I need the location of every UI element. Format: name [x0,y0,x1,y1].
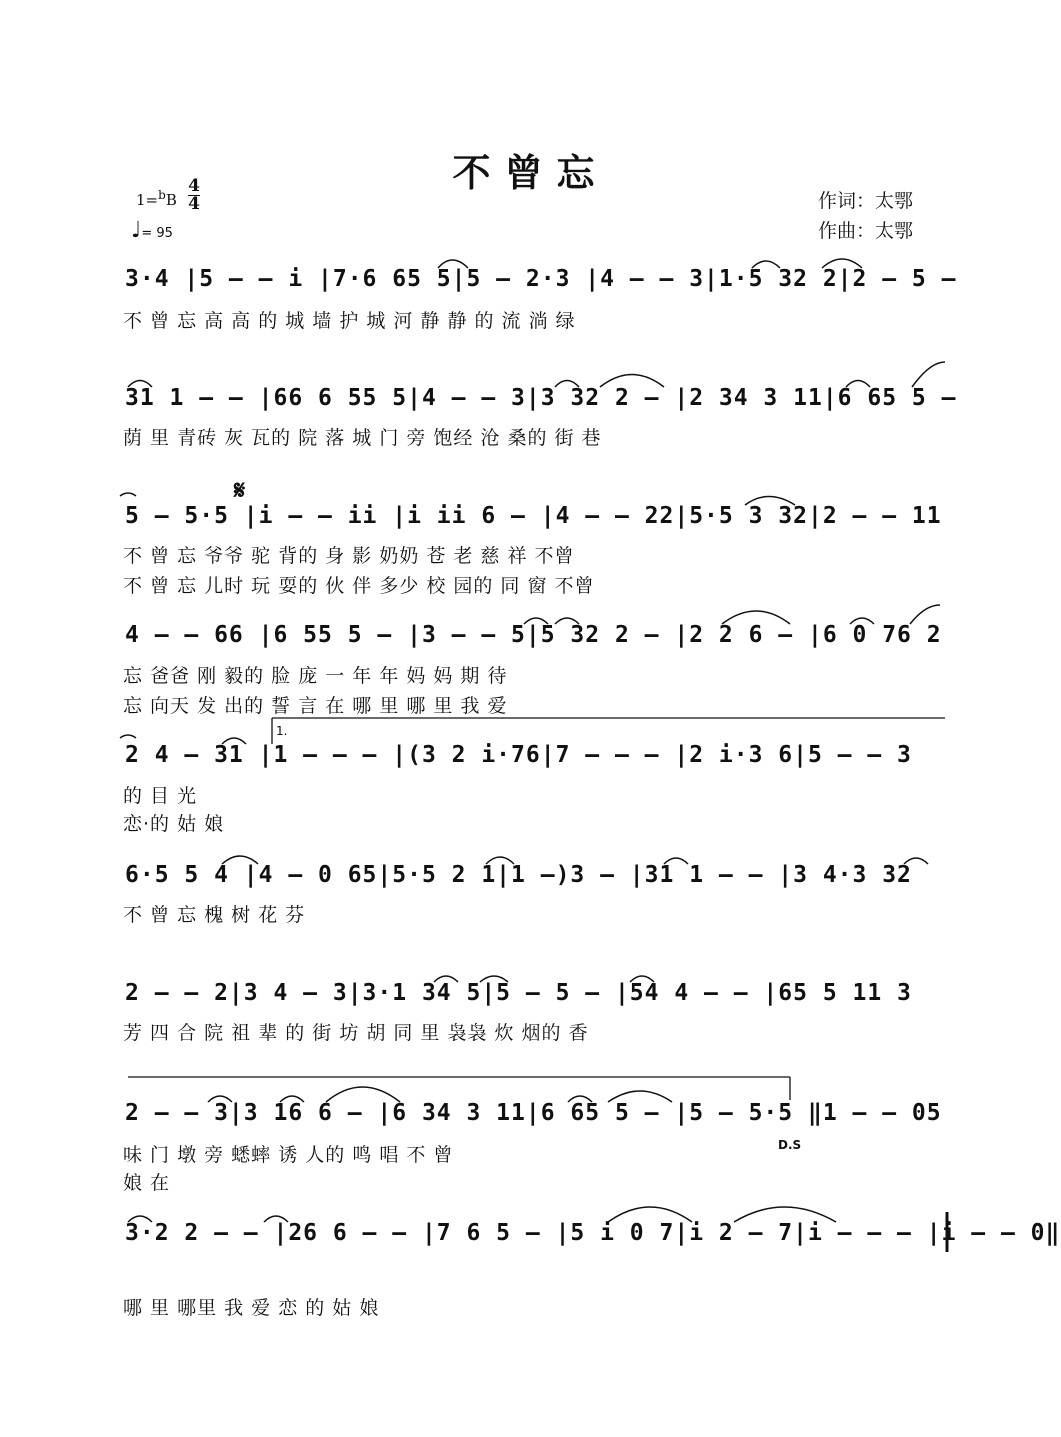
notation-row-1: 3·4 |5 – – i |7·6 65 5|5 – 2·3 |4 – – 3|1·5 32 2|2 – 5 – [125,266,957,292]
volta-number: 1. [276,724,288,738]
tempo-marking [131,218,173,243]
time-sig-bottom: 4 [188,194,200,214]
song-title: 不曾忘 [452,150,609,195]
key-signature [136,188,177,209]
notation-row-5: 2 4 – 31 |1 – – – |(3 2 i·76|7 – – – |2 i·3 6|5 – – 3 [125,742,912,768]
notation-row-2: 31 1 – – |66 6 55 5|4 – – 3|3 32 2 – |2 34 3 11|6 65 5 – [125,385,957,411]
lyricist-credit: 作词：太鄂 [818,190,914,212]
composer-credit: 作曲：太鄂 [818,220,914,242]
key-letter: B [165,191,177,209]
slur-arc [912,362,945,387]
lyrics-row-4-verse-2: 忘 向天 发 出的 誓 言 在 哪 里 哪 里 我 爱 [123,695,508,717]
lyrics-row-5-verse-1: 的 目 光 [123,785,198,807]
lyrics-row-7: 芳 四 合 院 祖 辈 的 街 坊 胡 同 里 袅袅 炊 烟的 香 [123,1022,589,1044]
notation-row-8: 2 – – 3|3 16 6 – |6 34 3 11|6 65 5 – |5 – 5·5 ‖1 – – 05 [125,1100,942,1126]
segno-sign: 𝄋 [234,476,246,506]
notation-row-6: 6·5 5 4 |4 – 0 65|5·5 2 1|1 –)3 – |31 1 – – |3 4·3 32 [125,862,912,888]
notation-row-3: 5 – 5·5 |i – – ii |i ii 6 – |4 – – 22|5·5 3 32|2 – – 11 [125,503,942,529]
key-equals: = [145,191,159,209]
lyrics-row-9: 哪 里 哪里 我 爱 恋 的 姑 娘 [123,1297,380,1319]
key-one: 1 [136,191,146,209]
lyrics-row-3-verse-1: 不 曾 忘 爷爷 驼 背的 身 影 奶奶 苍 老 慈 祥 不曾 [123,545,575,567]
lyrics-row-8-verse-1: 味 门 墩 旁 蟋蟀 诱 人的 鸣 唱 不 曾 [123,1144,454,1166]
notation-row-4: 4 – – 66 |6 55 5 – |3 – – 5|5 32 2 – |2 2 6 – |6 0 76 2 [125,622,942,648]
lyrics-row-2: 荫 里 青砖 灰 瓦的 院 落 城 门 旁 饱经 沧 桑的 街 巷 [123,427,602,449]
lyrics-row-4-verse-1: 忘 爸爸 刚 毅的 脸 庞 一 年 年 妈 妈 期 待 [123,665,508,687]
notation-row-9: 3·2 2 – – |26 6 – – |7 6 5 – |5 i 0 7|i 2 – 7|i – – – |i – – 0‖ [125,1220,1061,1246]
lyrics-row-6: 不 曾 忘 槐 树 花 芬 [123,904,306,926]
notation-row-7: 2 – – 2|3 4 – 3|3·1 34 5|5 – 5 – |54 4 – – |65 5 11 3 [125,980,912,1006]
time-sig-top: 4 [188,176,200,196]
slur-arc [120,735,136,738]
slur-arc [120,493,136,496]
time-signature [188,178,200,213]
lyrics-row-5-verse-2: 恋·的 姑 娘 [123,813,225,835]
lyrics-row-3-verse-2: 不 曾 忘 儿时 玩 耍的 伙 伴 多少 校 园的 同 窗 不曾 [123,575,595,597]
tempo-value: = 95 [141,226,173,241]
lyrics-row-8-verse-2: 娘 在 [123,1172,171,1194]
dal-segno-mark: D.S [778,1138,802,1152]
lyrics-row-1: 不 曾 忘 高 高 的 城 墙 护 城 河 静 静 的 流 淌 绿 [123,310,576,332]
quarter-note-icon: ♩ [131,218,142,243]
flat-sign: b [158,188,166,202]
